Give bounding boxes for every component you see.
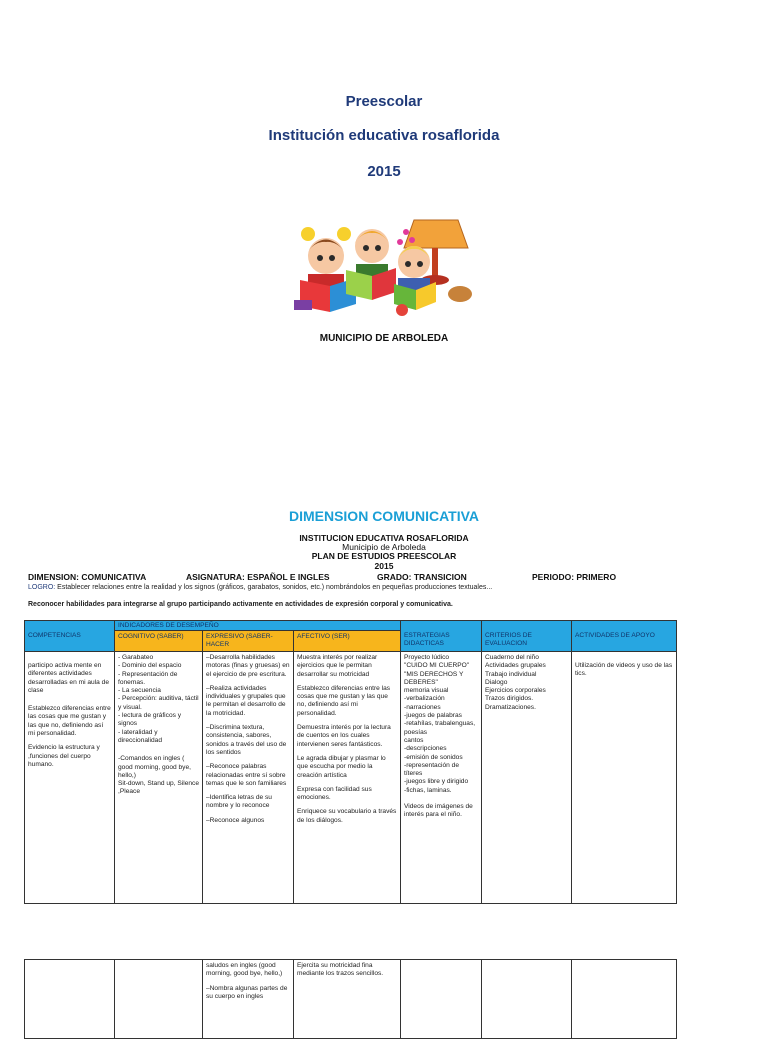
meta-asignatura: ASIGNATURA: ESPAÑOL E INGLES (186, 572, 330, 582)
logro-line (28, 584, 492, 591)
cell-competencias (24, 651, 115, 904)
cell-cognitivo (114, 651, 203, 904)
expresivo-item: –Desarrolla habilidades motoras (finas y gruesas) en el ejercicio de pre escritura. (206, 654, 290, 678)
header-institution: INSTITUCION EDUCATIVA ROSAFLORIDA (299, 533, 469, 543)
expresivo-item: saludos en ingles (good morning, good bye, hello,) (206, 962, 283, 978)
year-title: 2015 (367, 163, 401, 180)
criterios-list: Cuaderno del niño Actividades grupales Trabajo individual Dialogo Ejercicios corporales Trazos dirigidos. Dramatizaciones. (485, 654, 546, 711)
expresivo-item: –Discrimina textura, consistencia, sabores, sonidos a través del uso de los sentidos (206, 724, 287, 756)
header-cognitivo: COGNITIVO (SABER) (114, 630, 203, 652)
header-year: 2015 (374, 561, 394, 571)
municipio-label: MUNICIPIO DE ARBOLEDA (319, 333, 449, 344)
meta-dimension: DIMENSION: COMUNICATIVA (28, 572, 147, 582)
header-indicadores: INDICADORES DE DESEMPEÑO (114, 620, 401, 631)
meta-periodo: PERIODO: PRIMERO (532, 572, 617, 582)
header-apoyo: ACTIVIDADES DE APOYO (571, 620, 677, 652)
next-cell-expresivo (202, 959, 294, 1039)
cell-afectivo (293, 651, 401, 904)
afectivo-item: Muestra interés por realizar ejercicios que le permitan desarrollar su motricidad (297, 654, 378, 678)
estrategias-list: Proyecto lúdico "CUIDO MI CUERPO" "MIS DERECHOS Y DEBERES" memoria visual -verbalización -narraciones -juegos de palabras -retahílas, trabalenguas, poesías cantos -descripciones -emisión de sonidos -representación de títeres -juegos libre y dirigido -fichas, laminas. (404, 654, 476, 794)
afectivo-item: Le agrada dibujar y plasmar lo que escucha por medio la creación artística (297, 754, 386, 779)
next-cell-competencias (24, 959, 115, 1039)
reconocer-line: Reconocer habilidades para integrarse al grupo participando activamente en actividades de expresión corporal y comunicativa. (28, 601, 453, 608)
header-expresivo: EXPRESIVO (SABER-HACER (202, 630, 294, 652)
cell-expresivo (202, 651, 294, 904)
header-estrategias: ESTRATEGIAS DIDACTICAS (400, 620, 482, 652)
afectivo-item: Ejercita su motricidad fina mediante los trazos sencillos. (297, 962, 384, 978)
competencia-item: participo activa mente en diferentes actividades desarrolladas en mi aula de clase (28, 662, 110, 694)
afectivo-item: Establezco diferencias entre las cosas que me gustan y las que no, definiendo así mi personalidad. (297, 684, 391, 717)
header-afectivo: AFECTIVO (SER) (293, 630, 401, 652)
competencia-item: Establezco diferencias entre las cosas que me gustan y las que no, definiendo así mi personalidad. (28, 705, 111, 738)
next-cell-afectivo (293, 959, 401, 1039)
afectivo-item: Demuestra interés por la lectura de cuentos en los cuales intervienen seres fantásticos. (297, 724, 391, 748)
institution-title: Institución educativa rosaflorida (268, 127, 500, 144)
expresivo-item: –Reconoce palabras relacionadas entre sí sobre temas que le son familiares (206, 763, 287, 787)
expresivo-item: –Reconoce algunos (206, 816, 265, 824)
next-cell-apoyo (571, 959, 677, 1039)
cognitivo-item: -Comandos en ingles ( good morning, good bye, hello,) Sit-down, Stand up, Silence ,Pleace (118, 755, 200, 796)
logro-label: LOGRO: (28, 584, 56, 591)
next-cell-cognitivo (114, 959, 203, 1039)
apoyo-text: Utilización de videos y uso de las tics. (575, 662, 673, 678)
logro-text: Establecer relaciones entre la realidad y los signos (gráficos, garabatos, sonidos, etc.) nombrándolos en pequeñas producciones textuales... (55, 584, 493, 591)
cell-apoyo (571, 651, 677, 904)
afectivo-item: Expresa con facilidad sus emociones. (297, 785, 372, 802)
next-cell-estrategias (400, 959, 482, 1039)
next-cell-criterios (481, 959, 572, 1039)
afectivo-item: Enriquece su vocabulario a través de los diálogos. (297, 808, 397, 824)
expresivo-item: –Nombra algunas partes de su cuerpo en ingles (206, 984, 288, 1000)
preescolar-title: Preescolar (345, 93, 423, 110)
cell-criterios (481, 651, 572, 904)
cognitivo-item: - Garabateo - Dominio del espacio - Representación de fonemas. - La secuencia - Percepción: auditiva, táctil y visual. - lectura de gráficos y signos - lateralidad y direccionalidad (118, 654, 199, 744)
meta-grado: GRADO: TRANSICION (377, 572, 467, 582)
children-reading-illustration (286, 206, 482, 320)
cell-estrategias (400, 651, 482, 904)
header-competencias: COMPETENCIAS (24, 620, 115, 652)
competencia-item: Evidencio la estructura y ,funciones del cuerpo humano. (28, 744, 100, 768)
expresivo-item: –Realiza actividades individuales y grupales que le permitan el desarrollo de la motricidad. (206, 684, 286, 717)
header-plan: PLAN DE ESTUDIOS PREESCOLAR (311, 551, 457, 561)
expresivo-item: –Identifica letras de su nombre y lo reconoce (206, 794, 272, 810)
header-criterios: CRITERIOS DE EVALUACION (481, 620, 572, 652)
dimension-title: DIMENSION COMUNICATIVA (288, 508, 480, 524)
header-municipio: Municipio de Arboleda (342, 542, 426, 552)
estrategias-item: Videos de imágenes de interés para el niño. (404, 803, 473, 819)
